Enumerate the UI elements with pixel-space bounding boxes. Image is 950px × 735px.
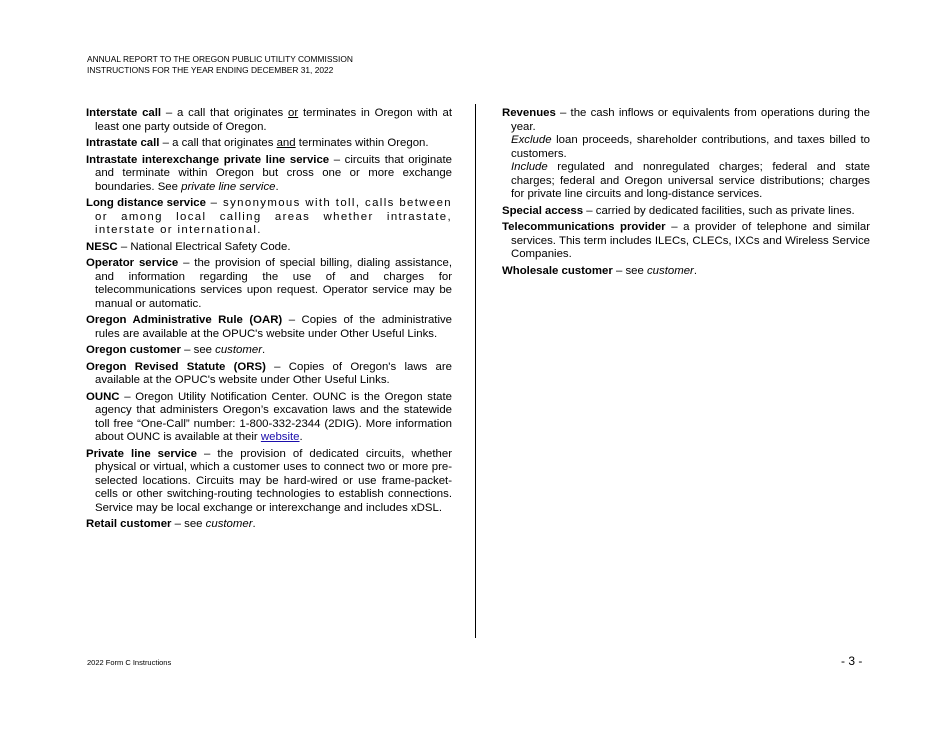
entry-oar [86,314,452,341]
underlined-word: or [288,107,299,119]
entry-operator-service [86,257,452,311]
right-column [502,107,870,281]
cross-reference: customer [205,518,253,530]
term: Wholesale customer [502,264,613,277]
definition: – Copies of the administrative rules are available at the OPUC's website under Other Useful Links. [95,314,452,340]
entry-ors [86,361,452,388]
definition: – a call that originates [161,107,289,119]
term: Revenues [502,107,556,119]
term: Private line service [86,447,197,460]
header-line-2: INSTRUCTIONS FOR THE YEAR ENDING DECEMBER 31, 2022 [87,65,334,75]
exclude-label: Exclude [511,134,552,146]
entry-long-distance [86,197,452,238]
definition: – National Electrical Safety Code. [117,240,291,253]
revenues-include [511,161,870,202]
entry-intrastate-interexchange [86,154,452,195]
revenues-exclude [511,134,870,161]
punct: . [252,518,256,530]
definition: – the provision of dedicated circuits, whether physical or virtual, which a customer uses to connect two or more pre-selected locations. Circuits may be hard-wired or use frame-packet-cells or other switching-routing technologies to establish connections. Service may be local exchange or interexchange and includes xDSL. [95,447,453,514]
footer-form-name: 2022 Form C Instructions [87,658,172,667]
ounc-website-link[interactable]: website [260,431,300,443]
header-line-1: ANNUAL REPORT TO THE OREGON PUBLIC UTILITY COMMISSION [87,54,353,64]
definition: – carried by dedicated facilities, such as private lines. [583,204,855,217]
definition: – circuits that originate and terminate within Oregon but cross one or more exchange boundaries. See [95,153,452,193]
term: Interstate call [86,107,162,119]
term: Special access [502,204,584,217]
definition: – a provider of telephone and similar services. This term includes ILECs, CLECs, IXCs and Wireless Service Companies. [511,221,870,260]
definition: – see [612,264,647,277]
definition: – see [180,344,216,356]
definition: – synonymous with toll, calls between or among local calling areas whether intrastate, interstate or international. [95,197,452,236]
entry-ounc [86,391,452,445]
term: Operator service [86,257,179,269]
definition: – the provision of special billing, dialing assistance, and information regarding the use of and charges for telecommunications services upon request. Operator service may be manual or automatic. [95,257,452,310]
entry-oregon-customer [86,344,452,358]
term: Retail customer [86,518,172,530]
term: Oregon Revised Statute (ORS) [86,360,266,373]
cross-reference: private line service [181,180,276,193]
cross-reference: customer [215,344,262,356]
page-header [87,54,353,76]
entry-intrastate-call [86,137,452,151]
entry-revenues [502,107,870,202]
definition: terminates within Oregon. [295,137,429,149]
term: Intrastate call [86,137,160,149]
term: Oregon Administrative Rule (OAR) [86,314,283,326]
underlined-word: and [276,137,296,149]
column-divider [475,104,476,638]
page-number: - 3 - [841,654,863,668]
definition: – the cash inflows or equivalents from operations during the year. [511,107,870,133]
term: NESC [86,240,118,253]
exclude-text: loan proceeds, shareholder contributions, and taxes billed to customers. [511,134,870,160]
term: Telecommunications provider [502,221,666,233]
entry-nesc [86,241,452,255]
entry-wholesale-customer [502,265,870,279]
punct: . [299,431,303,443]
left-column [86,107,452,535]
entry-retail-customer [86,518,452,532]
cross-reference: customer [646,264,694,277]
definition: – a call that originates [159,137,277,149]
punct: . [275,180,279,193]
term: Long distance service [86,197,206,209]
term: OUNC [86,390,120,403]
definition: terminates in Oregon with at least one party outside of Oregon. [95,107,452,133]
definition: – Copies of Oregon's laws are available at the OPUC's website under Other Useful Links. [95,360,452,386]
entry-interstate-call [86,107,452,134]
entry-special-access [502,205,870,219]
entry-telecom-provider [502,221,870,262]
include-text: regulated and nonregulated charges; federal and state charges; federal and Oregon universal service distributions; charges for private line circuits and long-distance services. [511,161,870,200]
definition: – Oregon Utility Notification Center. OUNC is the Oregon state agency that administers Oregon’s excavation laws and the statewide toll free “One-Call” number: 1-800-332-2344 (2DIG). More information about OUNC is available at their [95,390,452,443]
definition: – see [171,518,206,530]
punct: . [262,344,266,356]
punct: . [693,264,697,277]
include-label: Include [511,161,548,173]
entry-private-line [86,448,452,516]
term: Oregon customer [86,344,181,356]
term: Intrastate interexchange private line service [86,153,330,166]
